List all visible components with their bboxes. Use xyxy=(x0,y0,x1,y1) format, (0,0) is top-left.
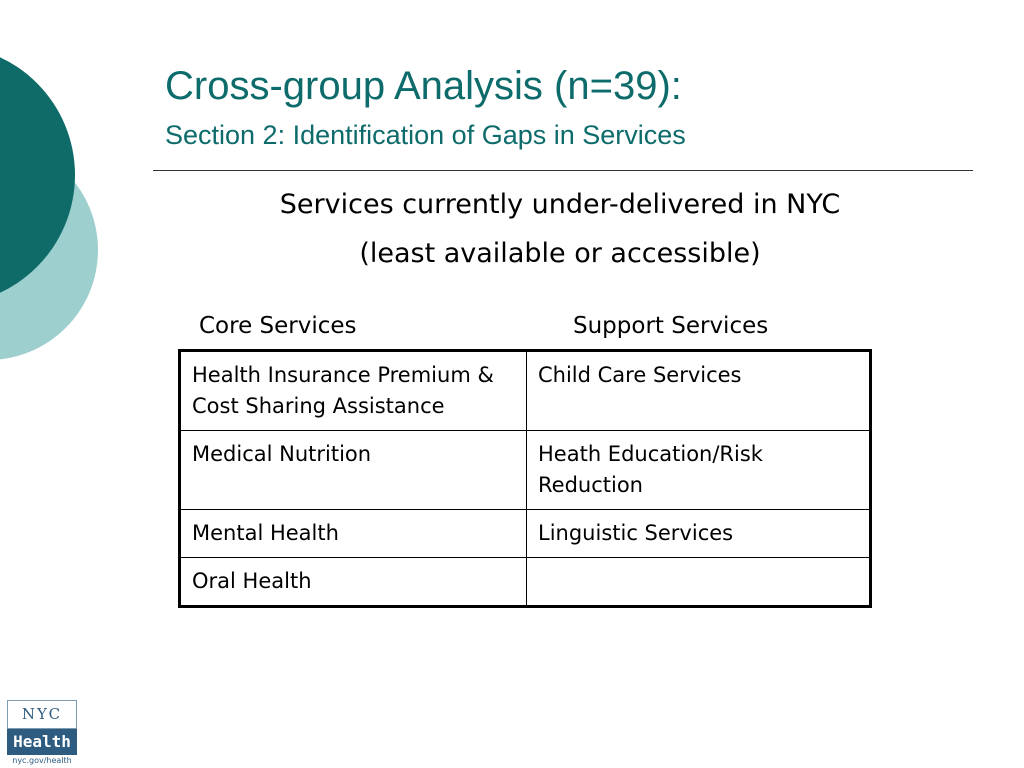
nyc-health-logo xyxy=(7,700,77,764)
section-heading-line-1: Services currently under-delivered in NYC xyxy=(279,189,841,220)
column-header-support: Support Services xyxy=(573,313,769,339)
services-table xyxy=(178,349,872,608)
decorative-circles xyxy=(0,0,110,420)
column-header-core: Core Services xyxy=(199,313,357,339)
table-row xyxy=(180,431,871,510)
table-cell-support: Child Care Services xyxy=(527,351,871,431)
slide-subtitle: Section 2: Identification of Gaps in Services xyxy=(165,120,686,150)
section-heading-line-2: (least available or accessible) xyxy=(359,238,761,269)
table-row xyxy=(180,558,871,607)
table-cell-support: Linguistic Services xyxy=(527,510,871,558)
table-cell-support: Heath Education/Risk Reduction xyxy=(527,431,871,510)
table-cell-core: Mental Health xyxy=(180,510,527,558)
slide-title: Cross-group Analysis (n=39): xyxy=(165,64,682,108)
table-cell-core: Health Insurance Premium & Cost Sharing Assistance xyxy=(180,351,527,431)
logo-health-text: Health xyxy=(7,729,77,755)
table-row xyxy=(180,510,871,558)
logo-url-text: nyc.gov/health xyxy=(12,756,72,765)
title-divider xyxy=(153,170,973,171)
table-cell-core: Medical Nutrition xyxy=(180,431,527,510)
logo-nyc-text: NYC xyxy=(7,700,77,729)
table-cell-core: Oral Health xyxy=(180,558,527,607)
table-cell-support xyxy=(527,558,871,607)
table-row xyxy=(180,351,871,431)
